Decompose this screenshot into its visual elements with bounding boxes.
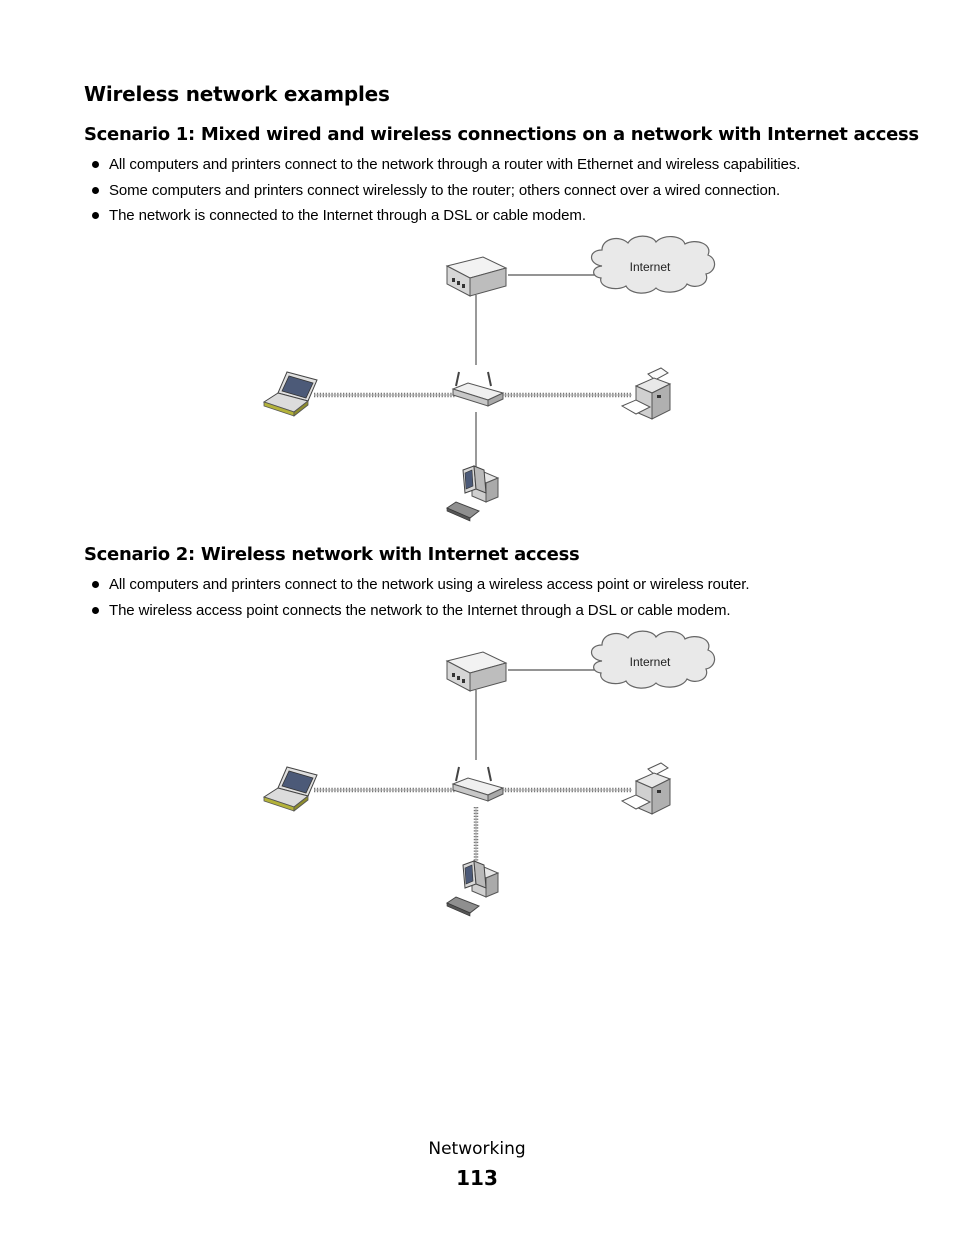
scenario-1-bullet-list: [84, 152, 800, 229]
bullet-icon: [92, 187, 99, 194]
list-item: [84, 152, 800, 178]
bullet-icon: [92, 581, 99, 588]
desktop-computer-icon: [447, 861, 498, 916]
bullet-text: Some computers and printers connect wirelessly to the router; others connect over a wired connection.: [109, 181, 781, 199]
bullet-icon: [92, 212, 99, 219]
cloud-label: Internet: [629, 655, 671, 669]
bullet-text: All computers and printers connect to the network through a router with Ethernet and wireless capabilities.: [109, 156, 801, 173]
desktop-computer-icon: [447, 466, 498, 521]
page-title: Wireless network examples: [84, 82, 390, 106]
bullet-text: The wireless access point connects the network to the Internet through a DSL or cable modem.: [109, 601, 731, 619]
laptop-icon: [264, 372, 317, 416]
page-number: 113: [456, 1166, 498, 1190]
bullet-text: All computers and printers connect to the network using a wireless access point or wireless router.: [109, 576, 750, 593]
laptop-icon: [264, 767, 317, 811]
modem-icon: [447, 257, 506, 296]
scenario-1-heading: Scenario 1: Mixed wired and wireless connections on a network with Internet access: [84, 124, 919, 145]
scenario-2-network-diagram: [250, 625, 730, 920]
list-item: [84, 572, 749, 598]
modem-icon: [447, 652, 506, 691]
list-item: [84, 203, 800, 229]
printer-icon: [622, 368, 670, 419]
footer-section-name: Networking: [428, 1139, 526, 1159]
cloud-label: Internet: [629, 260, 671, 274]
scenario-1-network-diagram: [250, 230, 730, 525]
bullet-text: The network is connected to the Internet through a DSL or cable modem.: [109, 207, 586, 224]
printer-icon: [622, 763, 670, 814]
list-item: [84, 178, 800, 204]
wireless-router-icon: [453, 767, 503, 801]
wireless-router-icon: [453, 372, 503, 406]
scenario-2-heading: Scenario 2: Wireless network with Internet access: [84, 544, 580, 565]
bullet-icon: [92, 607, 99, 614]
list-item: [84, 598, 749, 624]
scenario-2-bullet-list: [84, 572, 749, 623]
bullet-icon: [92, 161, 99, 168]
